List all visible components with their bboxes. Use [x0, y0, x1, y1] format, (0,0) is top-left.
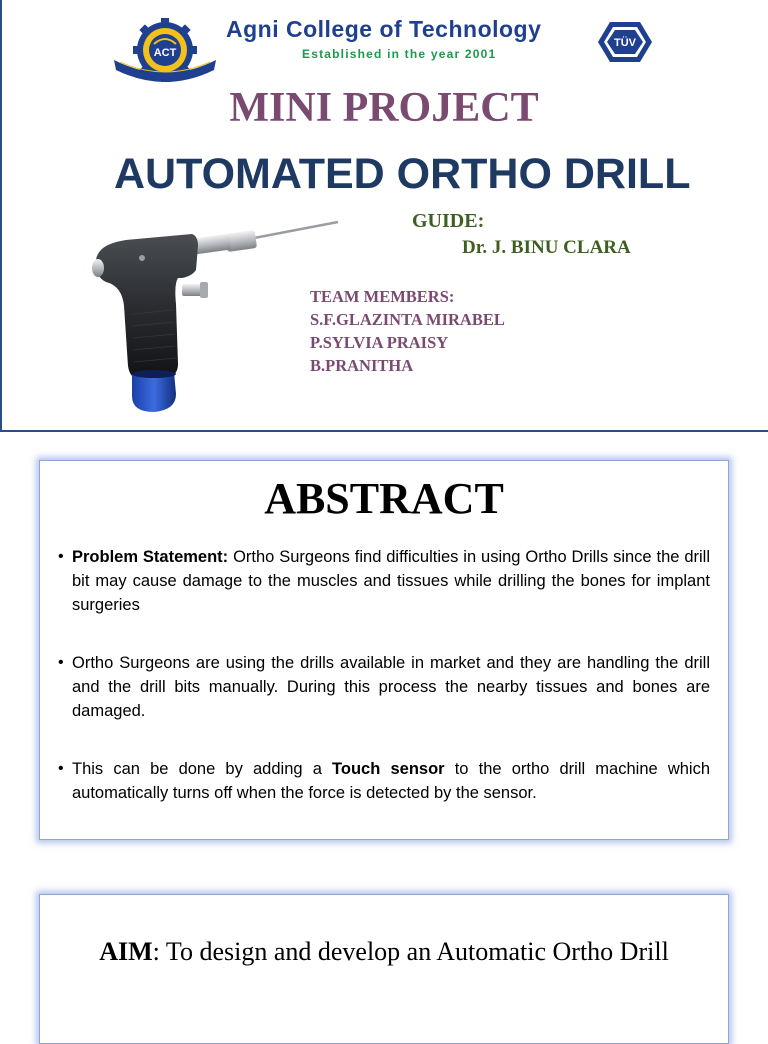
- team-member: S.F.GLAZINTA MIRABEL: [310, 310, 505, 329]
- bullet-bold-term: Touch sensor: [332, 760, 445, 778]
- abstract-title: ABSTRACT: [264, 474, 504, 523]
- team-member: B.PRANITHA: [310, 356, 414, 375]
- guide-label: GUIDE:: [412, 210, 485, 232]
- bullet-text: Ortho Surgeons are using the drills available in market and they are handling the drill and the drill bits manually. During this process the nearby tissues and bones are damaged.: [72, 654, 710, 720]
- bullet-text: This can be done by adding a: [72, 760, 333, 778]
- aim-label: AIM: [99, 937, 153, 966]
- bullet-text: Ortho Surgeons find difficulties in using Ortho Drills since the drill bit may cause damage to the muscles and tissues while drilling the bones for implant surgeries: [72, 548, 710, 614]
- team-label: TEAM MEMBERS:: [310, 287, 455, 306]
- bullet-dot-icon: •: [58, 760, 64, 777]
- tuv-certification-icon: [594, 20, 656, 64]
- guide-name: Dr. J. BINU CLARA: [462, 237, 631, 258]
- ortho-drill-image: [86, 214, 348, 424]
- bullet-item: [58, 651, 710, 723]
- team-member: P.SYLVIA PRAISY: [310, 333, 449, 352]
- aim-slide: [39, 894, 729, 1044]
- college-name: Agni College of Technology: [226, 16, 542, 42]
- college-logo-icon: [110, 16, 220, 86]
- team-members-block: [310, 285, 505, 377]
- bullet-text: to the ortho drill machine which automatically turns off when the force is detected by the sensor.: [72, 760, 711, 802]
- project-title: AUTOMATED ORTHO DRILL: [114, 150, 691, 198]
- bullet-bold-prefix: Problem Statement:: [72, 548, 229, 566]
- aim-statement: [40, 937, 728, 967]
- bullet-dot-icon: •: [58, 548, 64, 565]
- abstract-bullets: [58, 545, 710, 827]
- college-tagline: Established in the year 2001: [302, 47, 497, 61]
- title-slide: [0, 0, 768, 432]
- abstract-slide: [39, 460, 729, 840]
- aim-text: : To design and develop an Automatic Ortho Drill: [152, 937, 669, 966]
- svg-text:ACT: ACT: [153, 47, 177, 59]
- bullet-item: [58, 545, 710, 617]
- svg-text:TÜV: TÜV: [614, 37, 636, 49]
- bullet-dot-icon: •: [58, 654, 64, 671]
- slide-heading: MINI PROJECT: [229, 85, 539, 131]
- bullet-item: [58, 757, 710, 805]
